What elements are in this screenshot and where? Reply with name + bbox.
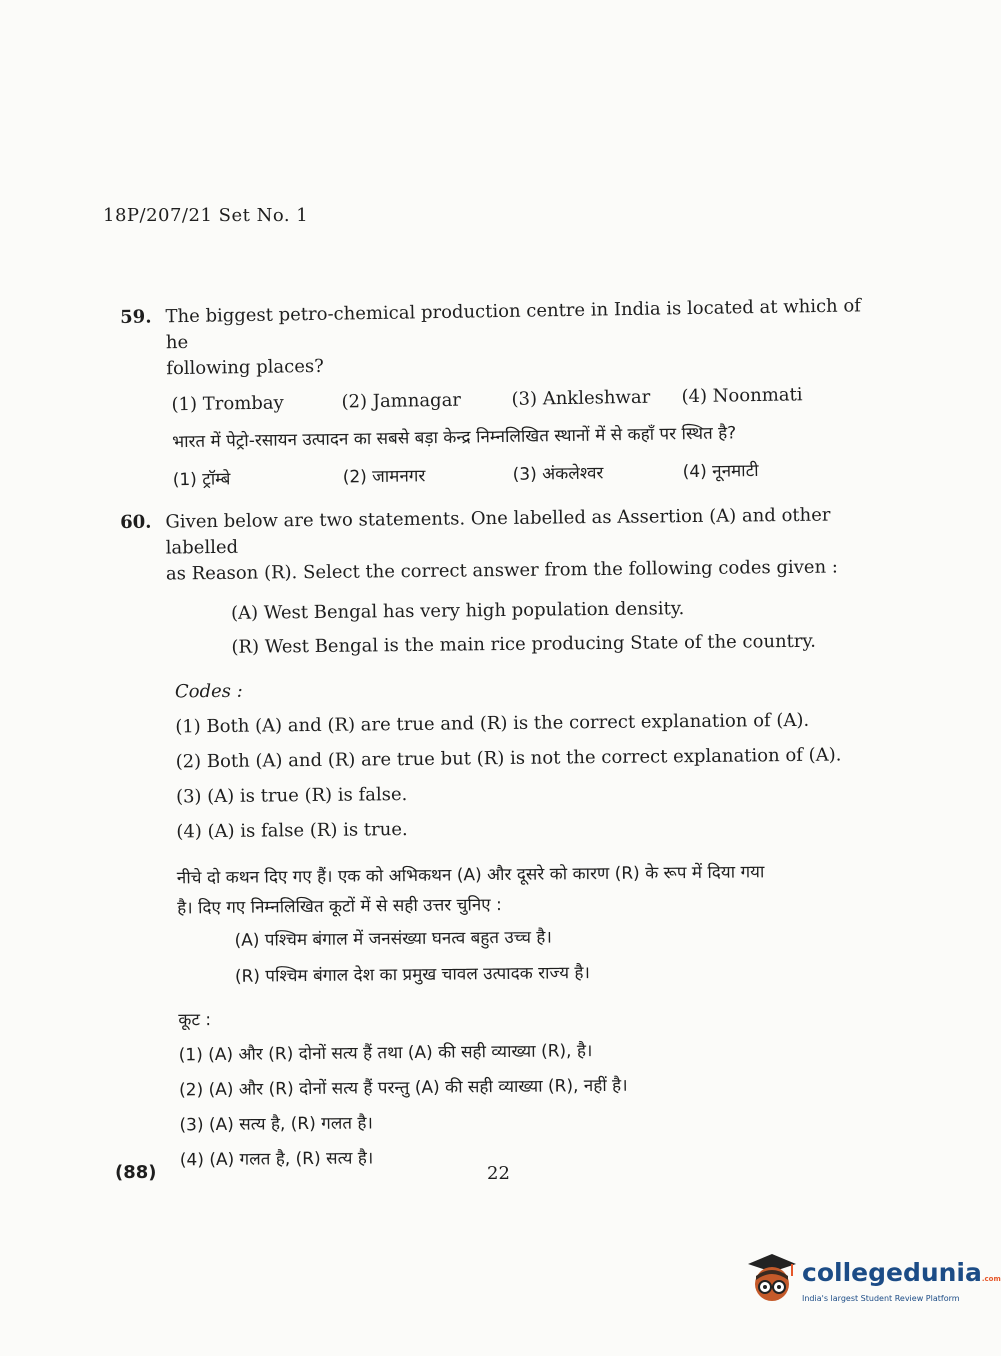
code-option-3: (3) (A) is true (R) is false. xyxy=(175,784,408,808)
option-4: (4) Noonmati xyxy=(681,384,803,408)
question-text-line-2: as Reason (R). Select the correct answer from the following codes given : xyxy=(165,556,839,585)
code-option-4: (4) (A) is false (R) is true. xyxy=(176,819,408,843)
code-option-1: (1) Both (A) and (R) are true and (R) is the correct explanation of (A). xyxy=(175,709,810,738)
question-number: 60. xyxy=(120,511,152,533)
hindi-line-2: है। दिए गए निम्नलिखित कूटों में से सही उत्तर चुनिए : xyxy=(177,895,502,919)
hindi-code-4: (4) (A) गलत है, (R) सत्य है। xyxy=(179,1148,374,1171)
hindi-reason: (R) पश्चिम बंगाल देश का प्रमुख चावल उत्पादक राज्य है। xyxy=(234,963,591,987)
question-text-line-1: Given below are two statements. One labelled as Assertion (A) and other labelled xyxy=(165,504,831,559)
code-option-2: (2) Both (A) and (R) are true but (R) is not the correct explanation of (A). xyxy=(175,744,842,773)
mascot-icon xyxy=(742,1250,800,1310)
reason-statement: (R) West Bengal is the main rice producing State of the country. xyxy=(231,630,817,658)
hindi-option-1: (1) ट्रॉम्बे xyxy=(172,469,231,491)
hindi-option-4: (4) नूनमाटी xyxy=(682,460,759,483)
logo-tagline: India's largest Student Review Platform xyxy=(802,1294,960,1303)
hindi-question-text xyxy=(177,856,888,923)
hindi-options xyxy=(173,456,883,490)
hindi-option-2: (2) जामनगर xyxy=(342,466,426,488)
logo-name: collegedunia xyxy=(802,1258,982,1287)
hindi-code-1: (1) (A) और (R) दोनों सत्य हैं तथा (A) की सही व्याख्या (R), है। xyxy=(178,1041,593,1066)
hindi-assertion: (A) पश्चिम बंगाल में जनसंख्या घनत्व बहुत उच्च है। xyxy=(234,927,552,951)
collegedunia-logo xyxy=(742,1250,1001,1310)
question-number: 59. xyxy=(120,306,152,328)
logo-suffix: .com xyxy=(981,1275,1001,1283)
question-text-line-2: following places? xyxy=(166,355,324,380)
question-text-line-1: The biggest petro-chemical production centre in India is located at which of he xyxy=(165,295,862,354)
hindi-codes-title: कूट : xyxy=(178,1010,212,1031)
question-59 xyxy=(120,293,883,491)
footer-code: (88) xyxy=(115,1162,157,1183)
page-number: 22 xyxy=(487,1163,510,1184)
hindi-question-text: भारत में पेट्रो-रसायन उत्पादन का सबसे बड़ा केन्द्र निम्नलिखित स्थानों में से कहाँ पर स्थित है? xyxy=(172,423,737,453)
question-60 xyxy=(120,502,892,1179)
hindi-code-3: (3) (A) सत्य है, (R) गलत है। xyxy=(179,1113,373,1136)
option-1: (1) Trombay xyxy=(171,392,284,416)
option-2: (2) Jamnagar xyxy=(341,389,462,413)
codes-title: Codes : xyxy=(174,680,243,703)
hindi-line-1: नीचे दो कथन दिए गए हैं। एक को अभिकथन (A) और दूसरे को कारण (R) के रूप में दिया गया xyxy=(176,862,765,889)
assertion-statement: (A) West Bengal has very high population density. xyxy=(230,598,685,624)
english-options xyxy=(171,383,881,415)
option-3: (3) Ankleshwar xyxy=(511,386,651,410)
set-number-header: 18P/207/21 Set No. 1 xyxy=(103,205,309,226)
hindi-option-3: (3) अंकलेश्वर xyxy=(512,463,604,485)
hindi-code-2: (2) (A) और (R) दोनों सत्य हैं परन्तु (A) की सही व्याख्या (R), नहीं है। xyxy=(178,1075,628,1101)
